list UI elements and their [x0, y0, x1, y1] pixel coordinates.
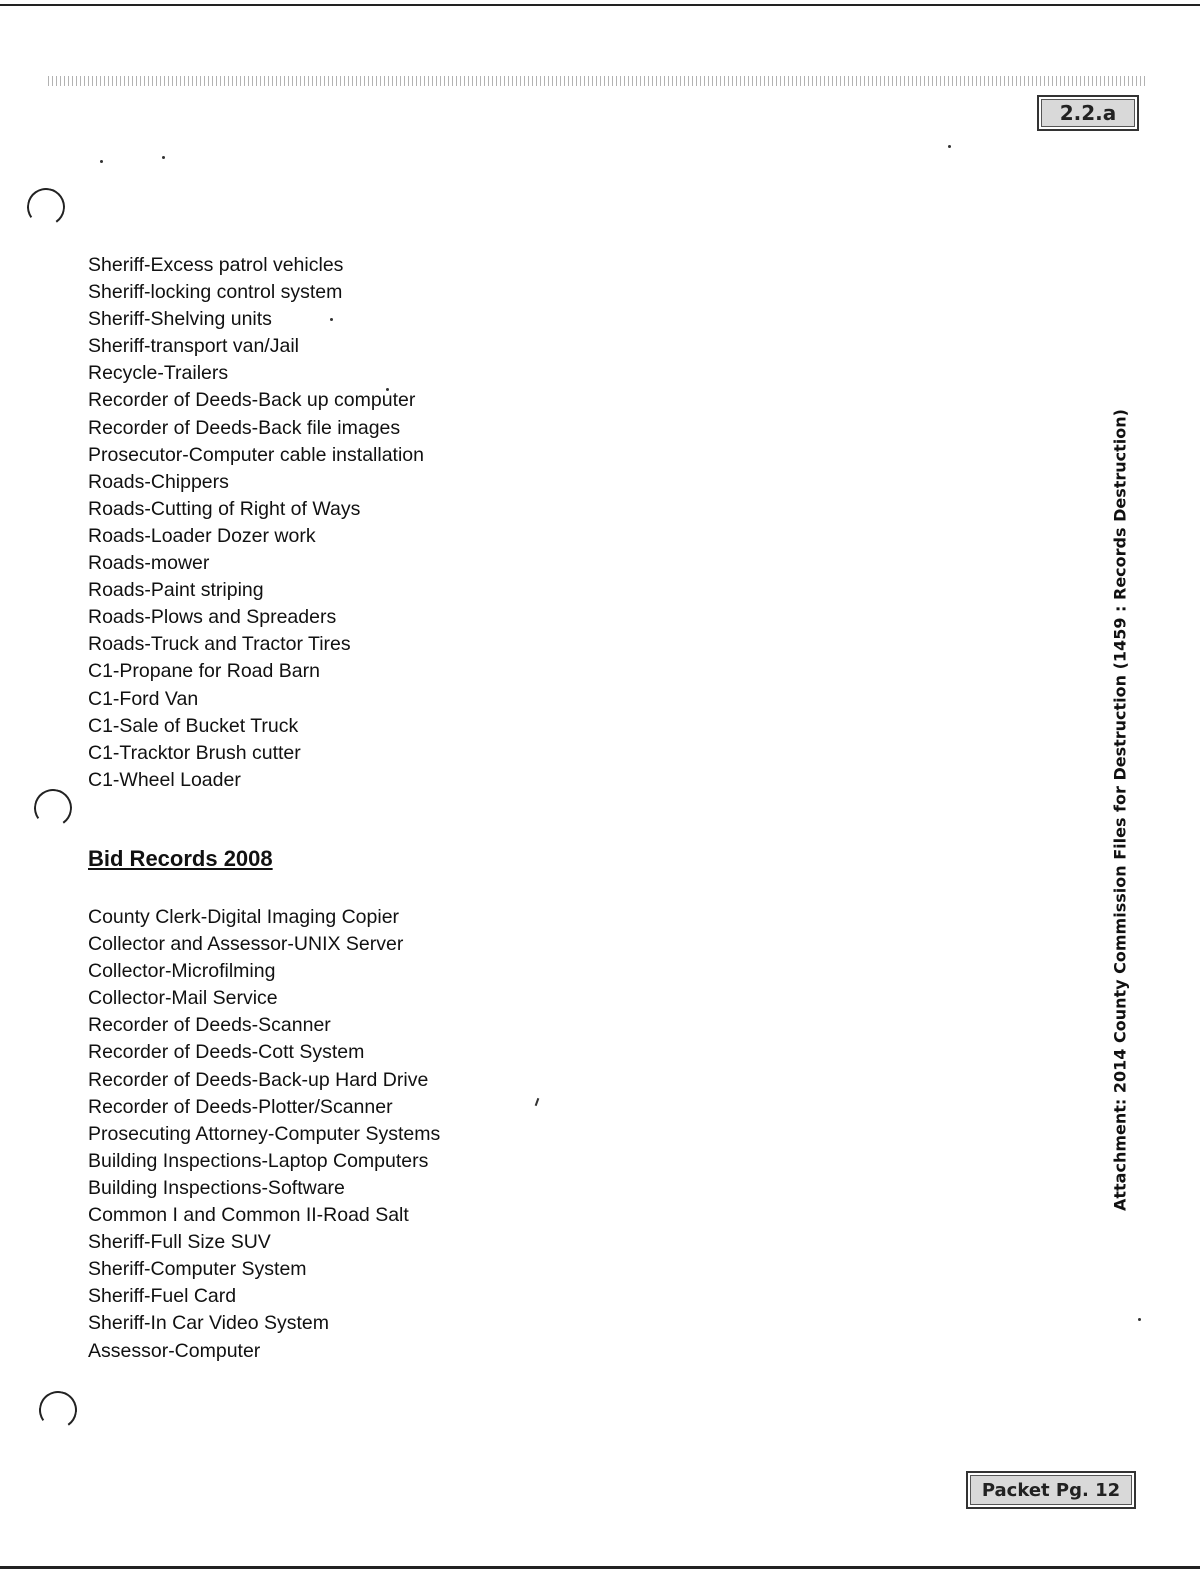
list-item: Sheriff-Shelving units [88, 308, 272, 331]
list-item: Collector-Mail Service [88, 987, 278, 1010]
list-item: Sheriff-Computer System [88, 1258, 307, 1281]
list-item: Recycle-Trailers [88, 362, 229, 385]
attachment-caption: Attachment: 2014 County Commission Files for Destruction (1459 : Records Destruction) [1110, 409, 1130, 1211]
list-item: Sheriff-In Car Video System [88, 1312, 329, 1335]
list-item: Prosecutor-Computer cable installation [88, 443, 424, 466]
list-item: Sheriff-transport van/Jail [88, 335, 299, 358]
list-item: Roads-Loader Dozer work [88, 524, 316, 547]
list-item: Roads-Plows and Spreaders [88, 606, 337, 629]
list-item: Roads-mower [88, 552, 210, 575]
list-item: Roads-Chippers [88, 470, 229, 493]
scan-speck [162, 156, 165, 159]
scan-speck [1138, 1318, 1141, 1321]
list-item: C1-Propane for Road Barn [88, 660, 320, 683]
list-item: C1-Sale of Bucket Truck [88, 714, 299, 737]
list-item: Roads-Truck and Tractor Tires [88, 633, 351, 656]
list-item: Recorder of Deeds-Cott System [88, 1041, 365, 1064]
list-item: Building Inspections-Laptop Computers [88, 1149, 429, 1172]
list-item: Sheriff-locking control system [88, 281, 343, 304]
list-item: Recorder of Deeds-Back-up Hard Drive [88, 1068, 429, 1091]
records-list [88, 252, 424, 794]
punch-hole [36, 1388, 80, 1432]
list-item: Sheriff-Full Size SUV [88, 1231, 271, 1254]
list-item: Recorder of Deeds-Scanner [88, 1014, 331, 1037]
list-item: Sheriff-Fuel Card [88, 1285, 237, 1308]
list-item: Prosecuting Attorney-Computer Systems [88, 1122, 441, 1145]
list-item: C1-Wheel Loader [88, 768, 241, 791]
punch-hole [31, 786, 75, 830]
list-item: Roads-Cutting of Right of Ways [88, 497, 361, 520]
list-item: Collector and Assessor-UNIX Server [88, 933, 404, 956]
list-item: C1-Tracktor Brush cutter [88, 741, 301, 764]
list-item: Recorder of Deeds-Plotter/Scanner [88, 1095, 393, 1118]
list-item: Assessor-Computer [88, 1339, 261, 1362]
list-item: Collector-Microfilming [88, 960, 276, 983]
packet-page-stamp: Packet Pg. 12 [966, 1471, 1136, 1509]
list-item: Building Inspections-Software [88, 1176, 345, 1199]
scan-speck [535, 1098, 540, 1106]
section-heading: Bid Records 2008 [88, 846, 273, 871]
scan-noise-header [48, 76, 1148, 86]
document-stamp: 2.2.a [1037, 95, 1139, 131]
list-item: Roads-Paint striping [88, 579, 264, 602]
scan-speck [100, 160, 103, 163]
list-item: C1-Ford Van [88, 687, 199, 710]
list-item: Sheriff-Excess patrol vehicles [88, 254, 344, 276]
top-border-line [0, 4, 1200, 6]
scan-speck [948, 145, 951, 148]
punch-hole [24, 185, 68, 229]
list-item: County Clerk-Digital Imaging Copier [88, 906, 400, 928]
list-item: Common I and Common II-Road Salt [88, 1204, 409, 1227]
bid-records-list [88, 904, 440, 1365]
list-item: Recorder of Deeds-Back file images [88, 416, 401, 439]
bottom-border-line [0, 1566, 1200, 1569]
list-item: Recorder of Deeds-Back up computer [88, 389, 416, 412]
